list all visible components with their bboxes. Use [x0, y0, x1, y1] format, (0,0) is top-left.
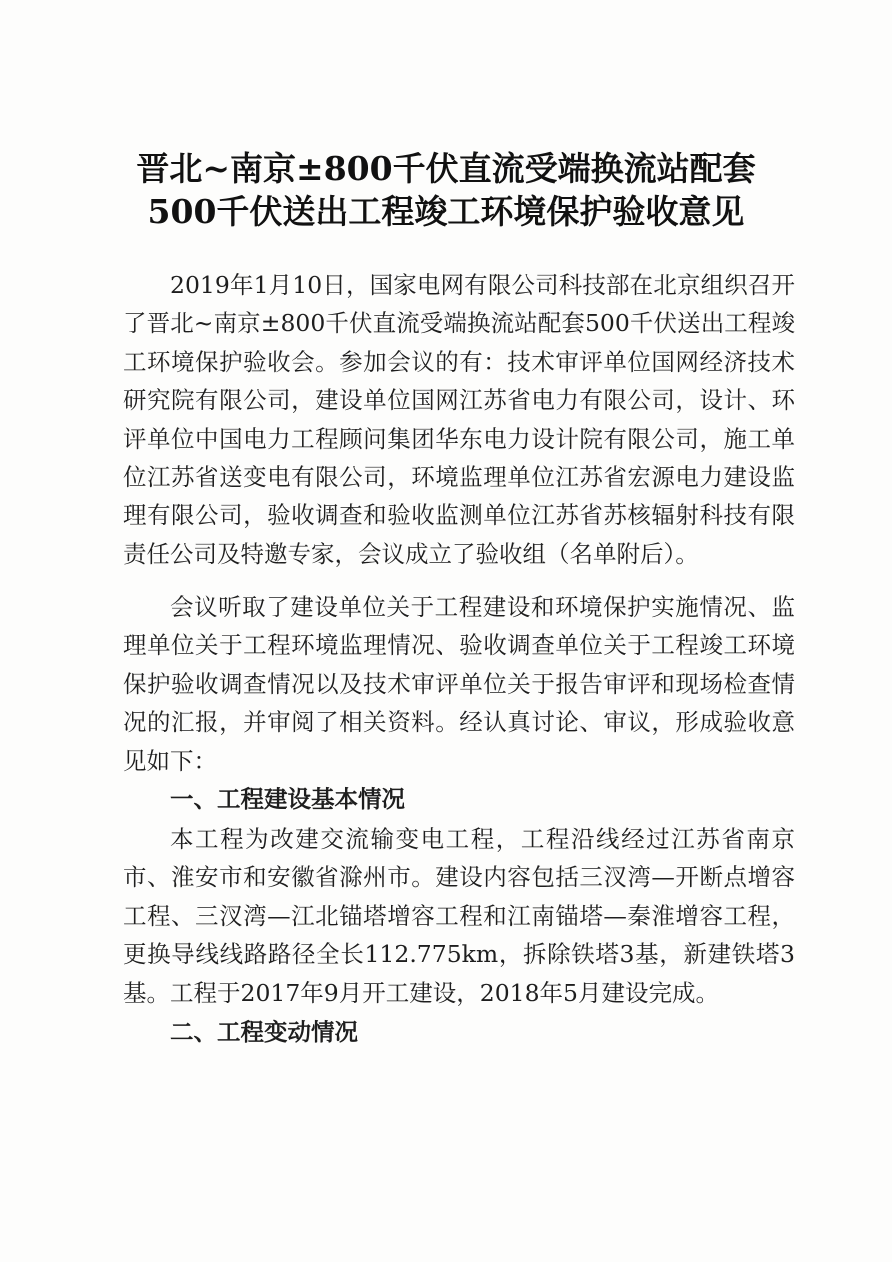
paragraph-meeting-info — [123, 266, 795, 573]
paragraph-project-overview — [123, 820, 795, 1012]
section-heading-2-text: 二、工程变动情况 — [170, 1018, 358, 1046]
document-title-line-2: 500千伏送出工程竣工环境保护验收意见 — [147, 192, 745, 231]
paragraph-2-text: 会议听取了建设单位关于工程建设和环境保护实施情况、监理单位关于工程环境监理情况、验收调查单位关于工程竣工环境保护验收调查情况以及技术审评单位关于报告审评和现场检查情况的汇报，并审阅了相关资料。经认真讨论、审议，形成验收意见如下： — [123, 593, 795, 775]
section-heading-2 — [123, 1013, 795, 1051]
document-title-line-1: 晋北~南京±800千伏直流受端换流站配套 — [136, 149, 756, 188]
section-heading-1-text: 一、工程建设基本情况 — [170, 785, 405, 813]
paragraph-3-text: 本工程为改建交流输变电工程，工程沿线经过江苏省南京市、淮安市和安徽省滁州市。建设内容包括三汊湾—开断点增容工程、三汊湾—江北锚塔增容工程和江南锚塔—秦淮增容工程，更换导线线路路径全长112.775km，拆除铁塔3基，新建铁塔3基。工程于2017年9月开工建设，2018年5月建设完成。 — [123, 825, 795, 1007]
paragraph-meeting-review — [123, 588, 795, 780]
section-heading-1 — [123, 780, 795, 818]
paragraph-1-text: 2019年1月10日，国家电网有限公司科技部在北京组织召开了晋北~南京±800千伏直流受端换流站配套500千伏送出工程竣工环境保护验收会。参加会议的有：技术审评单位国网经济技术研究院有限公司，建设单位国网江苏省电力有限公司，设计、环评单位中国电力工程顾问集团华东电力设计院有限公司，施工单位江苏省送变电有限公司，环境监理单位江苏省宏源电力建设监理有限公司，验收调查和验收监测单位江苏省苏核辐射科技有限责任公司及特邀专家，会议成立了验收组（名单附后）。 — [123, 271, 795, 568]
